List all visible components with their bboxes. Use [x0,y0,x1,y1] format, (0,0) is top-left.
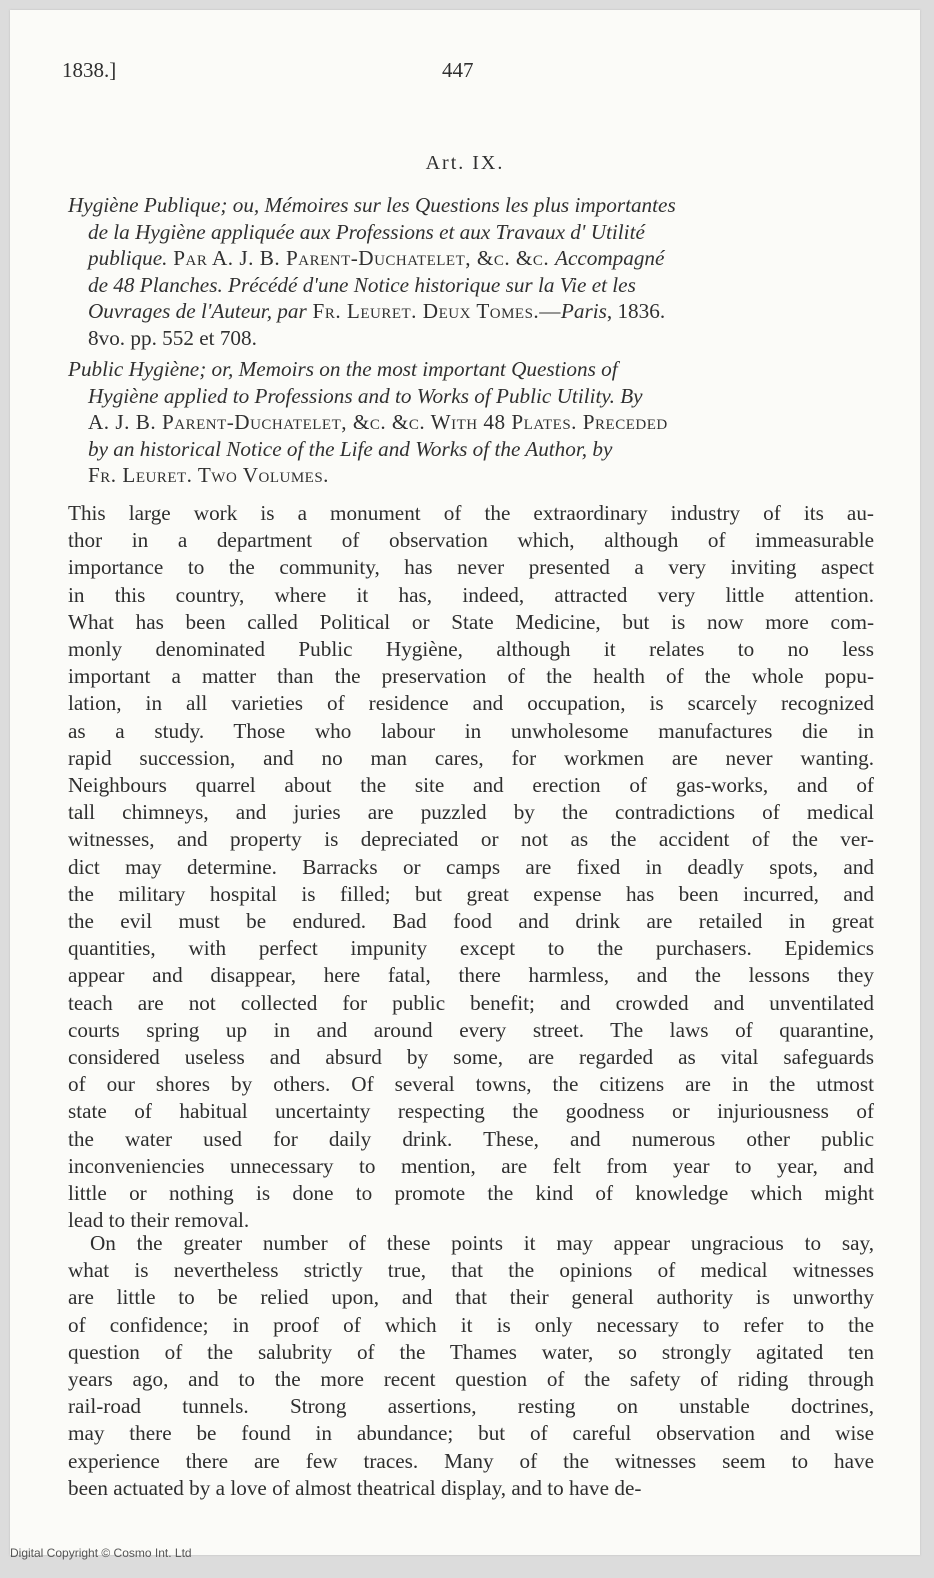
copyright-footer: Digital Copyright © Cosmo Int. Ltd [10,1546,192,1560]
article-label: Art. IX. [425,152,505,174]
text-line: inconveniencies unnecessary to mention, are felt from year to year, and [68,1153,874,1178]
text-line: the evil must be endured. Bad food and drink are retailed in great [68,909,874,934]
english-bibliography [68,356,876,489]
text-line: tall chimneys, and juries are puzzled by the contradictions of medical [68,800,874,825]
running-header [10,58,920,88]
french-bibliography [68,192,876,351]
biblio-line: Ouvrages de l'Auteur, par Fr. Leuret. Deux Tomes.—Paris, 1836. [88,299,666,323]
biblio-line: Fr. Leuret. Two Volumes. [88,463,329,487]
text-line: what is nevertheless strictly true, that the opinions of medical witnesses [68,1258,874,1283]
text-line: may there be found in abundance; but of careful observation and wise [68,1421,874,1446]
biblio-line: de la Hygiène appliquée aux Professions et aux Travaux d' Utilité [88,219,645,244]
text-line: important a matter than the preservation of the health of the whole popu- [68,664,874,689]
text-line: little or nothing is done to promote the kind of knowledge which might [68,1181,874,1206]
text-line: state of habitual uncertainty respecting the goodness or injuriousness of [68,1099,874,1124]
text-line: This large work is a monument of the extraordinary industry of its au- [68,501,874,525]
body-paragraph-1 [68,500,874,1234]
text-line: Neighbours quarrel about the site and erection of gas-works, and of [68,773,874,798]
biblio-line: A. J. B. Parent-Duchatelet, &c. &c. With 48 Plates. Preceded [88,410,668,434]
text-line: dict may determine. Barracks or camps are fixed in deadly spots, and [68,854,874,879]
text-line: the water used for daily drink. These, and numerous other public [68,1126,874,1151]
biblio-line: Hygiène applied to Professions and to Works of Public Utility. By [88,383,643,408]
text-line: What has been called Political or State Medicine, but is now more com- [68,609,874,634]
text-line: been actuated by a love of almost theatrical display, and to have de- [68,1475,642,1500]
text-line: quantities, with perfect impunity except to the purchasers. Epidemics [68,936,874,961]
biblio-line: 8vo. pp. 552 et 708. [88,325,257,350]
body-paragraph-2 [68,1230,874,1502]
text-line: courts spring up in and around every street. The laws of quarantine, [68,1017,874,1042]
text-line: thor in a department of observation which, although of immeasurable [68,528,874,553]
text-line: experience there are few traces. Many of the witnesses seem to have [68,1448,874,1473]
text-line: the military hospital is filled; but great expense has been incurred, and [68,881,874,906]
header-year: 1838.] [62,58,117,82]
text-line: lead to their removal. [68,1208,250,1233]
text-line: as a study. Those who labour in unwholesome manufactures die in [68,718,874,743]
biblio-line: de 48 Planches. Précédé d'une Notice historique sur la Vie et les [88,272,636,297]
text-line: are little to be relied upon, and that their general authority is unworthy [68,1285,874,1310]
text-line: rail-road tunnels. Strong assertions, resting on unstable doctrines, [68,1394,874,1419]
biblio-line: by an historical Notice of the Life and Works of the Author, by [88,436,613,461]
biblio-line: Hygiène Publique; ou, Mémoires sur les Questions les plus importantes [68,193,676,217]
text-line: considered useless and absurd by some, are regarded as vital safeguards [68,1045,874,1070]
page-number: 447 [442,58,474,82]
text-line: witnesses, and property is depreciated or not as the accident of the ver- [68,827,874,852]
text-line: appear and disappear, here fatal, there harmless, and the lessons they [68,963,874,988]
text-line: of confidence; in proof of which it is only necessary to refer to the [68,1312,874,1337]
text-line: monly denominated Public Hygiène, although it relates to no less [68,637,874,662]
text-line: lation, in all varieties of residence and occupation, is scarcely recognized [68,691,874,716]
biblio-line: Public Hygiène; or, Memoirs on the most important Questions of [68,357,618,381]
text-line: teach are not collected for public benefit; and crowded and unventilated [68,990,874,1015]
text-line: On the greater number of these points it may appear ungracious to say, [90,1231,874,1255]
text-line: importance to the community, has never presented a very inviting aspect [68,555,874,580]
document-page [10,10,920,1555]
text-line: of our shores by others. Of several towns, the citizens are in the utmost [68,1072,874,1097]
text-line: question of the salubrity of the Thames water, so strongly agitated ten [68,1339,874,1364]
text-line: rapid succession, and no man cares, for workmen are never wanting. [68,745,874,770]
text-line: in this country, where it has, indeed, attracted very little attention. [68,582,874,607]
text-line: years ago, and to the more recent question of the safety of riding through [68,1367,874,1392]
biblio-line: publique. Par A. J. B. Parent-Duchatelet, &c. &c. Accompagné [88,246,665,270]
